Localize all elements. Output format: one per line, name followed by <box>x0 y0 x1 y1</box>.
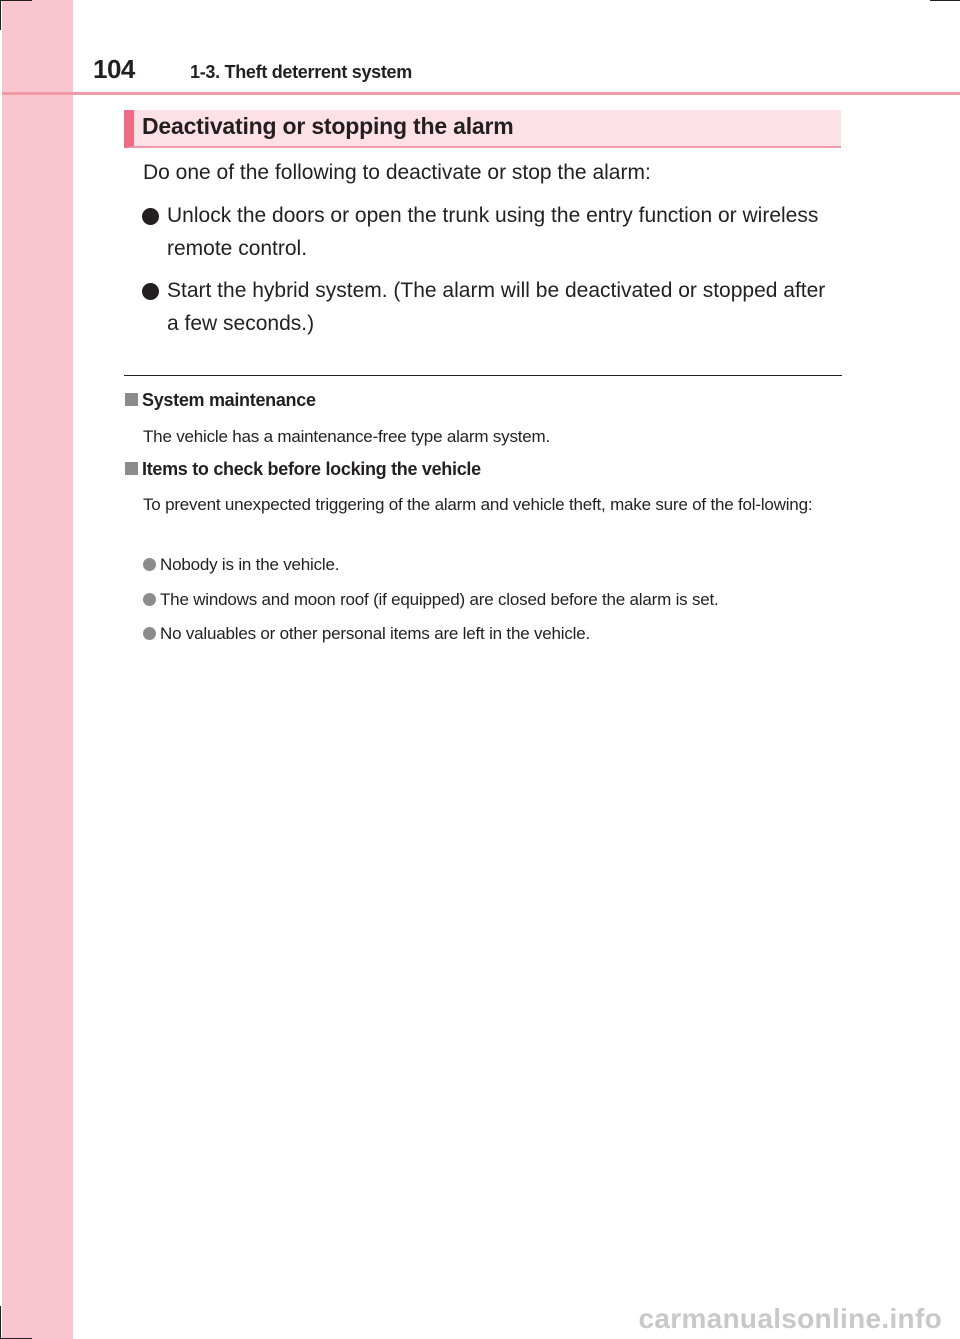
list-item-text: Start the hybrid system. (The alarm will be deactivated or stopped after a few seconds.) <box>167 279 826 335</box>
bullet-dot-icon <box>143 627 156 640</box>
square-bullet-icon <box>125 393 138 406</box>
watermark: carmanualsonline.info <box>638 1303 942 1334</box>
crop-mark-top-left <box>0 0 32 1</box>
list-item-text: The windows and moon roof (if equipped) are closed before the alarm is set. <box>160 590 719 609</box>
bullet-dot-icon <box>143 558 156 571</box>
note-heading-system-maintenance <box>125 390 316 411</box>
note-heading-text: System maintenance <box>142 390 316 410</box>
page-number: 104 <box>93 54 135 84</box>
list-item-text: No valuables or other personal items are left in the vehicle. <box>160 624 591 643</box>
page-title: Deactivating or stopping the alarm <box>142 113 514 139</box>
note-heading-items-check <box>125 459 481 480</box>
header-rule <box>2 92 960 95</box>
list-item <box>142 199 842 265</box>
note-text: To prevent unexpected triggering of the alarm and vehicle theft, make sure of the fol-lowing: <box>143 495 813 514</box>
list-item <box>143 621 590 647</box>
bullet-dot-icon <box>143 593 156 606</box>
note-text: The vehicle has a maintenance-free type alarm system. <box>143 427 551 446</box>
list-item-text: Unlock the doors or open the trunk using the entry function or wireless remote control. <box>167 204 819 260</box>
list-item <box>143 552 339 578</box>
title-box <box>124 110 841 148</box>
list-item <box>143 587 719 613</box>
crop-mark-top-left-vertical <box>0 0 1 30</box>
side-color-band <box>2 0 73 1339</box>
crop-mark-bottom-left-vertical <box>0 1306 1 1339</box>
square-bullet-icon <box>125 462 138 475</box>
section-divider <box>124 375 842 376</box>
note-heading-text: Items to check before locking the vehicle <box>142 459 481 479</box>
bullet-dot-icon <box>142 208 159 225</box>
crop-mark-top-right <box>930 0 960 1</box>
bullet-dot-icon <box>142 283 159 300</box>
list-item <box>142 274 842 340</box>
intro-text: Do one of the following to deactivate or stop the alarm: <box>143 161 651 184</box>
list-item-text: Nobody is in the vehicle. <box>160 555 340 574</box>
section-title: 1-3. Theft deterrent system <box>190 62 412 82</box>
